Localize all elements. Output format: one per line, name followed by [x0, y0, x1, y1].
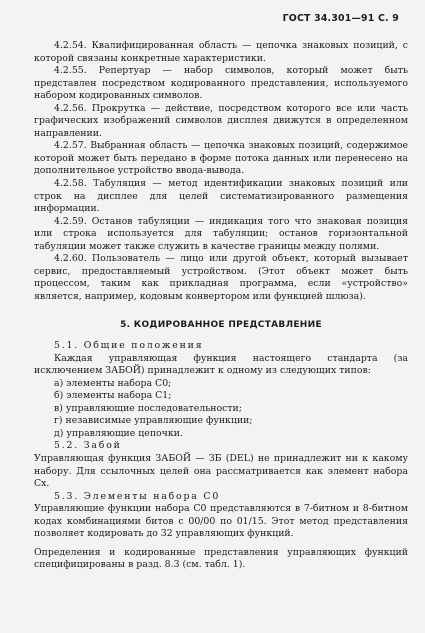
subsection-5-3-heading: 5.3. Элементы набора С0: [54, 490, 221, 502]
clause-4-2-60: 4.2.60. Пользователь — лицо или другой объект, который вызывает сервис, предоставляемый устройством. (Этот объект может быть процессом, таким как прикладная программа, если «устройство» является, например, кодовым конвертором или функцией шлюза).: [34, 253, 408, 302]
paragraph-c0-definitions: Определения и кодированные представления управляющих функций специфицированы в разд. 8.3 (см. табл. 1).: [34, 546, 408, 571]
list-item: а) элементы набора С0;: [54, 377, 172, 389]
list-item: б) элементы набора С1;: [54, 390, 172, 402]
types-list: [34, 378, 408, 441]
clause-4-2-57: 4.2.57. Выбранная область — цепочка знаковых позиций, содержимое которой может быть передано в форме потока данных или перенесено на дополнительное устройство ввода-вывода.: [34, 140, 408, 177]
clause-4-2-56: 4.2.56. Прокрутка — действие, посредством которого все или часть графических изображений символов дисплея движутся в определенном направлении.: [34, 102, 408, 139]
list-item: д) управляющие цепочки.: [54, 427, 183, 439]
document-body: [34, 40, 408, 572]
clause-4-2-54: 4.2.54. Квалифицированная область — цепочка знаковых позиций, с которой связаны конкретные характеристики.: [34, 40, 408, 64]
paragraph-delete: Управляющая функция ЗАБОЙ — ЗБ (DEL) не принадлежит ни к какому набору. Для ссылочных целей она рассматривается как элемент набора Сх.: [34, 452, 408, 490]
clause-4-2-59: 4.2.59. Останов табуляции — индикация того что знаковая позиция или строка используется для табуляции; останов горизонтальной табуляции может также служить в качестве границы между полями.: [34, 215, 408, 252]
section-5-heading: 5. КОДИРОВАННОЕ ПРЕДСТАВЛЕНИЕ: [120, 320, 322, 331]
subsection-5-1-heading: 5.1. Общие положения: [54, 340, 204, 352]
list-item: г) независимые управляющие функции;: [54, 415, 253, 427]
clause-4-2-55: 4.2.55. Репертуар — набор символов, который может быть представлен посредством кодированного представления, используемого набором кодированных символов.: [34, 65, 408, 102]
page-header: ГОСТ 34.301—91 С. 9: [282, 13, 399, 24]
clause-4-2-58: 4.2.58. Табуляция — метод идентификации знаковых позиций или строк на дисплее для целей систематизированного размещения информации.: [34, 178, 408, 215]
subsection-5-2-heading: 5.2. Забой: [54, 440, 122, 452]
paragraph-c0-representation: Управляющие функции набора С0 представляются в 7-битном и 8-битном кодах комбинациями битов с 00/00 по 01/15. Этот метод представления позволяет кодировать до 32 управляющих функций.: [34, 503, 408, 540]
paragraph-types-intro: Каждая управляющая функция настоящего стандарта (за исключением ЗАБОЙ) принадлежит к одному из следующих типов:: [34, 352, 408, 377]
list-item: в) управляющие последовательности;: [54, 402, 242, 414]
